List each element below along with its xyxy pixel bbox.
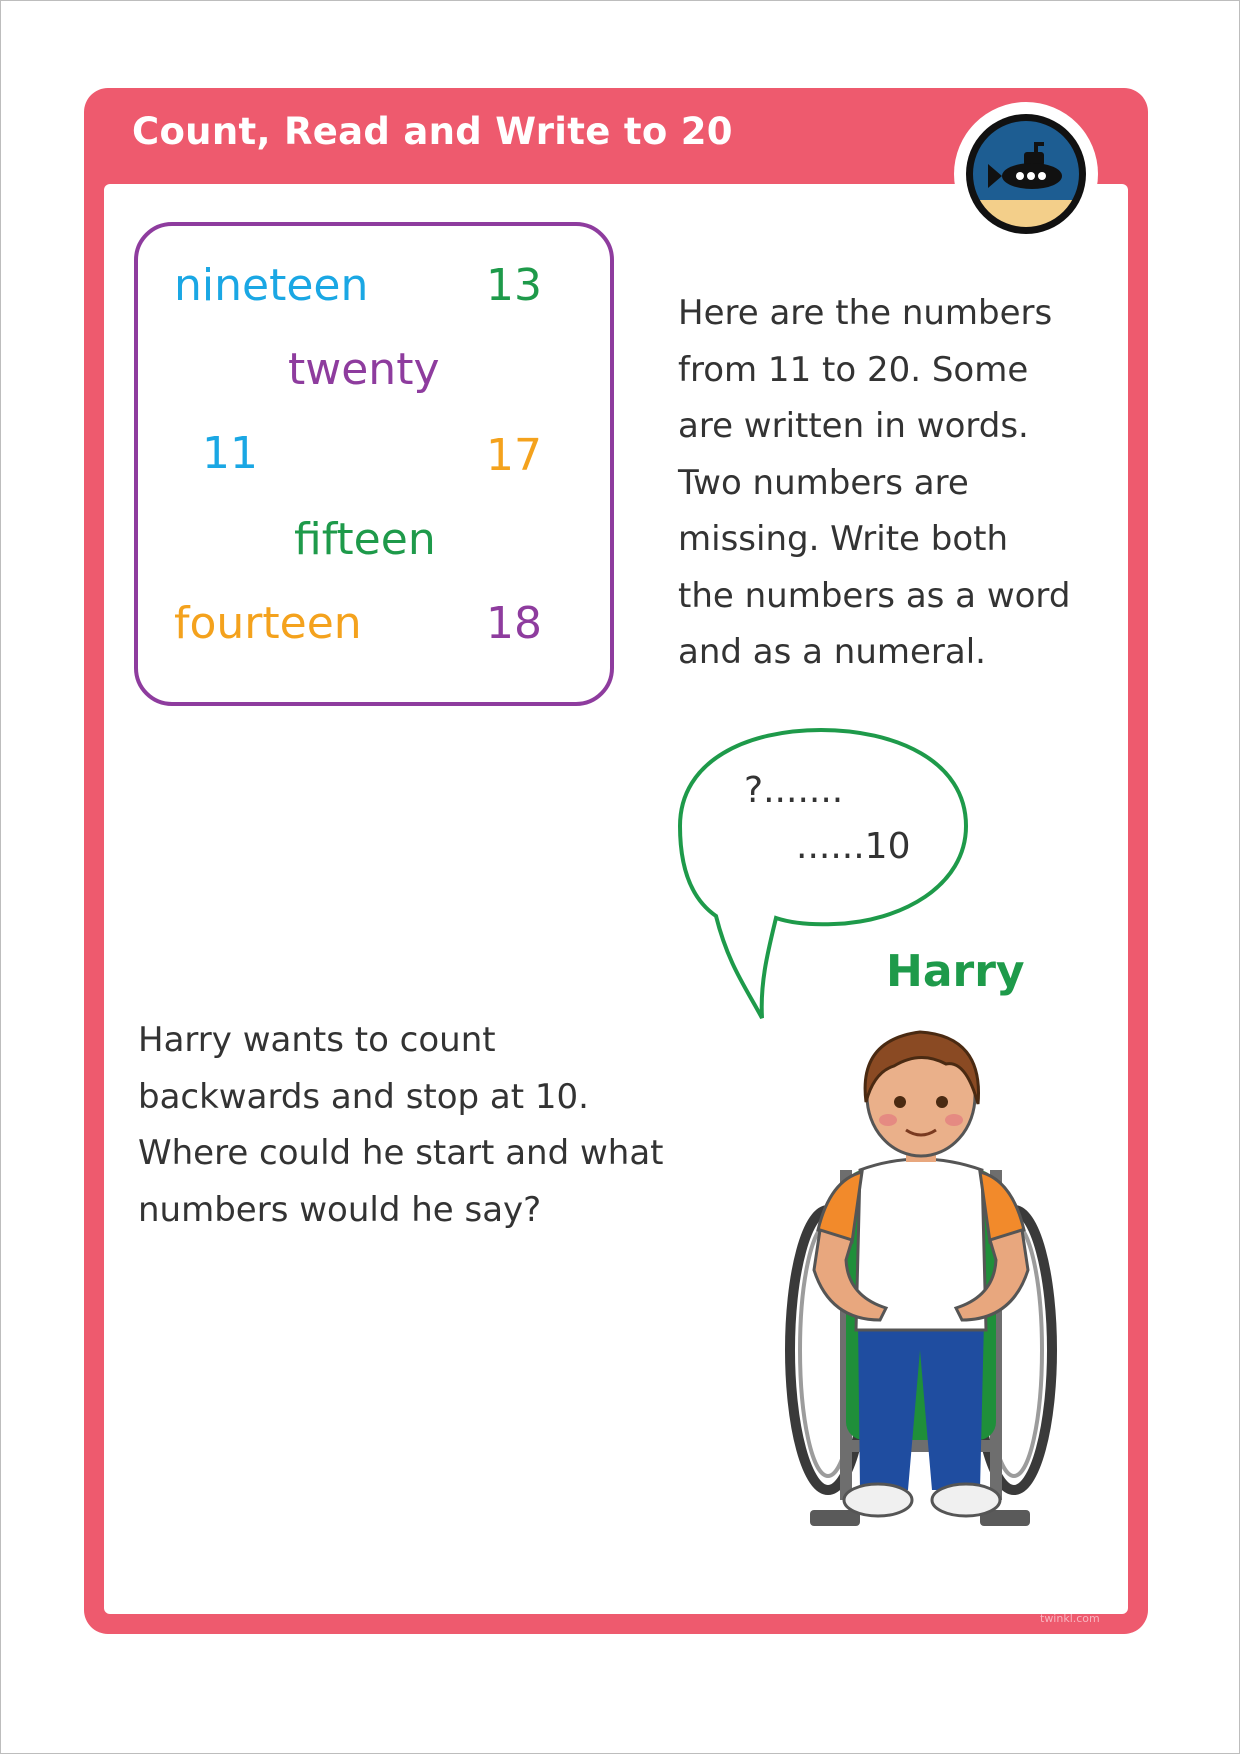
- bubble-line-start: ?.......: [744, 770, 844, 811]
- intro-line: and as a numeral.: [678, 632, 986, 672]
- harry-illustration: [770, 1020, 1070, 1584]
- question-line: Harry wants to count: [138, 1020, 496, 1060]
- number-twenty: twenty: [288, 344, 440, 395]
- number-box: [134, 222, 614, 706]
- speaker-name: Harry: [886, 946, 1025, 997]
- intro-line: Here are the numbers: [678, 293, 1053, 333]
- number-13: 13: [486, 260, 542, 311]
- number-fourteen: fourteen: [174, 598, 362, 649]
- question-line: Where could he start and what: [138, 1133, 664, 1173]
- intro-line: Two numbers are: [678, 462, 969, 503]
- submarine-icon: [966, 114, 1086, 234]
- number-fifteen: fifteen: [294, 514, 436, 565]
- card-title: Count, Read and Write to 20: [132, 110, 733, 153]
- intro-line: from 11 to 20. Some: [678, 349, 1029, 390]
- question-paragraph: [138, 1012, 738, 1238]
- number-17: 17: [486, 430, 542, 481]
- intro-paragraph: [678, 285, 1118, 681]
- number-11: 11: [202, 428, 258, 479]
- challenge-badge: [954, 102, 1098, 246]
- number-nineteen: nineteen: [174, 260, 369, 311]
- number-18: 18: [486, 598, 542, 649]
- question-line: backwards and stop at 10.: [138, 1076, 589, 1117]
- intro-line: are written in words.: [678, 406, 1029, 446]
- boy-in-wheelchair-icon: [770, 1020, 1070, 1580]
- intro-line: missing. Write both: [678, 519, 1009, 559]
- intro-line: the numbers as a word: [678, 575, 1071, 616]
- watermark: twinkl.com: [1040, 1612, 1100, 1625]
- bubble-line-end: ......10: [796, 826, 911, 867]
- question-line: numbers would he say?: [138, 1189, 542, 1230]
